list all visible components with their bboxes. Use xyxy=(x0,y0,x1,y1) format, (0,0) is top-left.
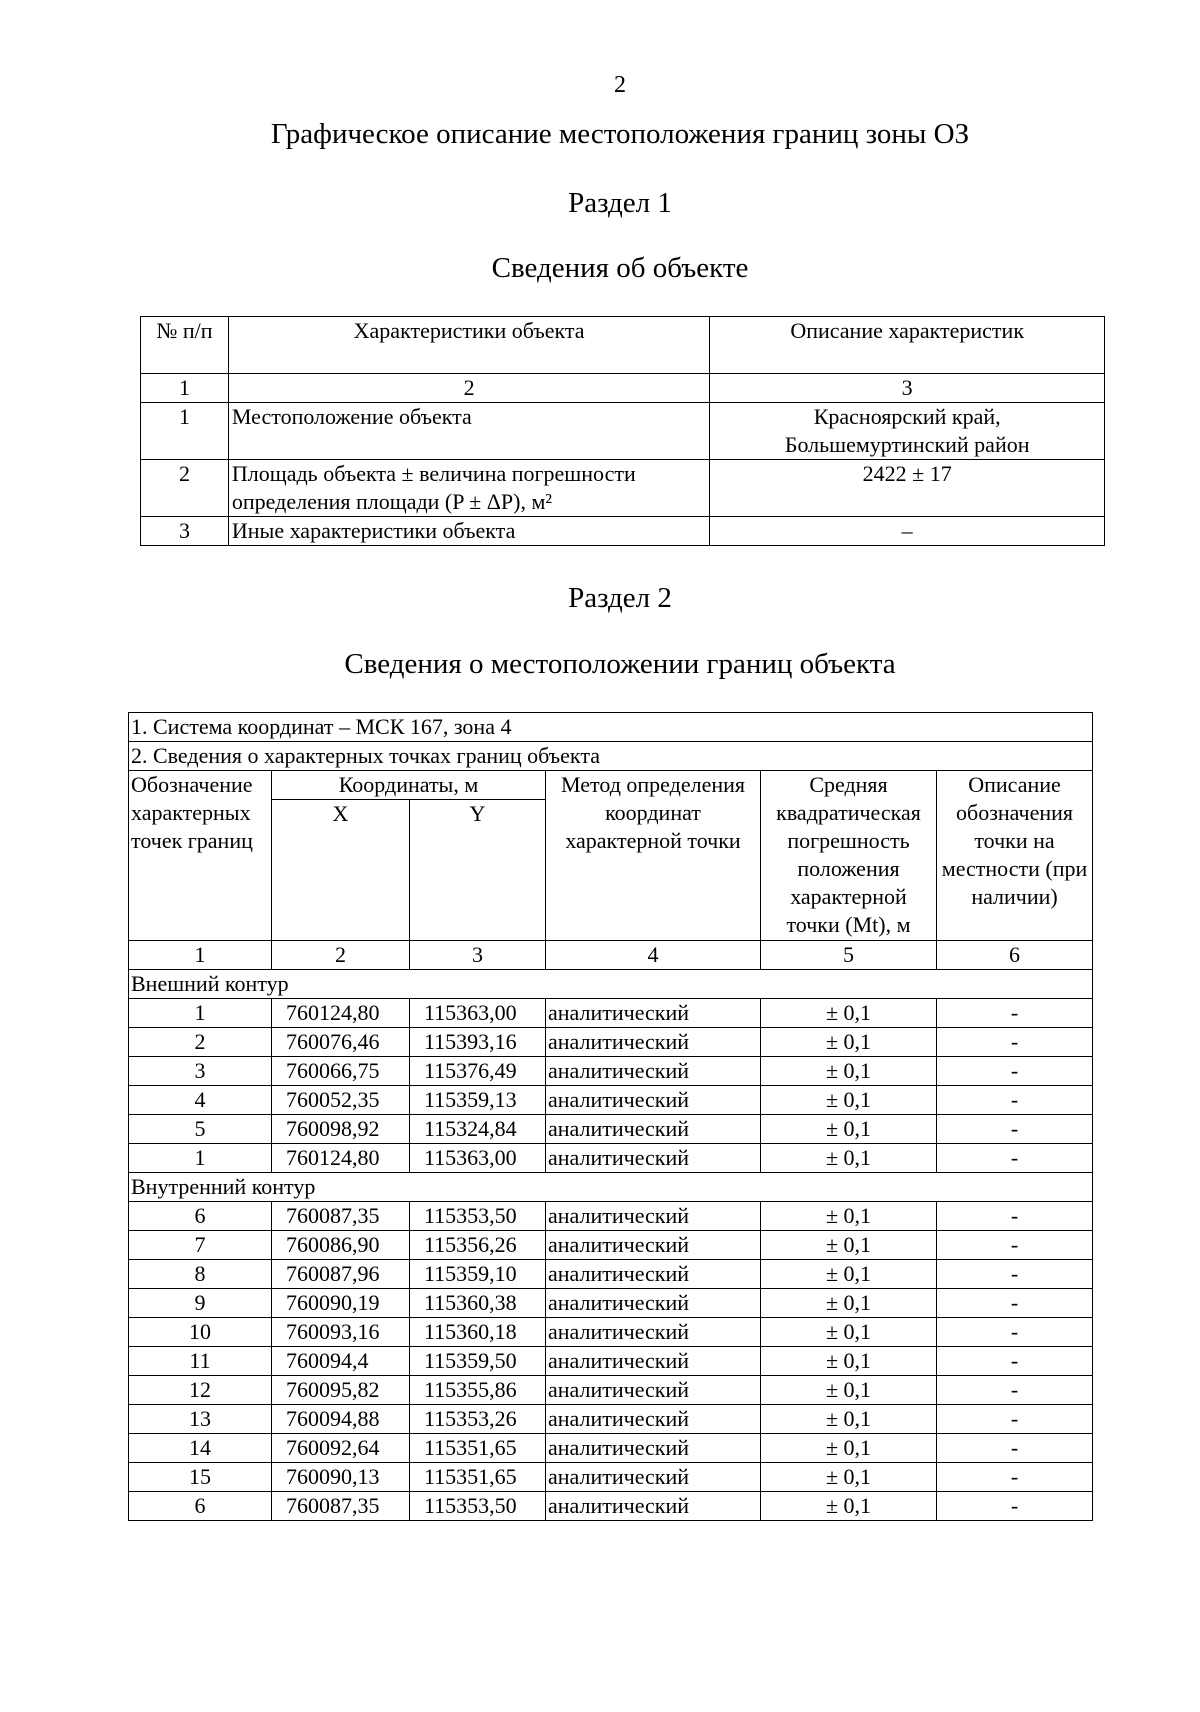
coord-x: 760094,88 xyxy=(272,1405,410,1434)
error-value: ± 0,1 xyxy=(761,1318,937,1347)
point-number: 10 xyxy=(129,1318,272,1347)
point-description: - xyxy=(937,1289,1093,1318)
characteristic-line: Площадь объекта ± величина погрешности xyxy=(231,461,636,486)
point-number: 4 xyxy=(129,1086,272,1115)
coord-y: 115353,50 xyxy=(410,1492,546,1521)
header-point-description: Описание обозначения точки на местности (при наличии) xyxy=(937,771,1093,941)
table-row xyxy=(129,1028,1093,1057)
table-row xyxy=(129,999,1093,1028)
description-line: Большемуртинский район xyxy=(784,432,1030,457)
method: аналитический xyxy=(546,1086,761,1115)
coord-x: 760090,13 xyxy=(272,1463,410,1492)
error-value: ± 0,1 xyxy=(761,1028,937,1057)
coord-y: 115324,84 xyxy=(410,1115,546,1144)
coord-y: 115351,65 xyxy=(410,1463,546,1492)
boundary-points-table xyxy=(128,712,1093,1521)
table-row xyxy=(129,1260,1093,1289)
point-description: - xyxy=(937,999,1093,1028)
point-number: 11 xyxy=(129,1347,272,1376)
header-error: Средняя квадратическая погрешность положения характерной точки (Mt), м xyxy=(761,771,937,941)
coord-x: 760076,46 xyxy=(272,1028,410,1057)
error-value: ± 0,1 xyxy=(761,1289,937,1318)
coord-x: 760066,75 xyxy=(272,1057,410,1086)
point-description: - xyxy=(937,1463,1093,1492)
method: аналитический xyxy=(546,1318,761,1347)
coord-x: 760052,35 xyxy=(272,1086,410,1115)
coord-y: 115359,13 xyxy=(410,1086,546,1115)
point-number: 6 xyxy=(129,1202,272,1231)
coord-x: 760090,19 xyxy=(272,1289,410,1318)
coord-y: 115393,16 xyxy=(410,1028,546,1057)
row-description: – xyxy=(710,517,1105,546)
table-row xyxy=(129,1434,1093,1463)
point-number: 9 xyxy=(129,1289,272,1318)
coord-x: 760093,16 xyxy=(272,1318,410,1347)
method: аналитический xyxy=(546,1347,761,1376)
coord-y: 115353,50 xyxy=(410,1202,546,1231)
point-description: - xyxy=(937,1260,1093,1289)
point-number: 2 xyxy=(129,1028,272,1057)
table-row xyxy=(129,1231,1093,1260)
table-row xyxy=(129,1289,1093,1318)
method: аналитический xyxy=(546,1144,761,1173)
header-x: X xyxy=(272,800,410,941)
point-description: - xyxy=(937,1434,1093,1463)
table-row xyxy=(141,460,1105,517)
error-value: ± 0,1 xyxy=(761,1202,937,1231)
point-description: - xyxy=(937,1028,1093,1057)
point-description: - xyxy=(937,1492,1093,1521)
column-number-row xyxy=(141,374,1105,403)
section1-title: Раздел 1 xyxy=(568,187,672,219)
method: аналитический xyxy=(546,1260,761,1289)
coord-y: 115359,10 xyxy=(410,1260,546,1289)
table-row xyxy=(141,403,1105,460)
header-y: Y xyxy=(410,800,546,941)
point-description: - xyxy=(937,1202,1093,1231)
point-number: 3 xyxy=(129,1057,272,1086)
col-number: 1 xyxy=(141,374,229,403)
header-point: Обозначение характерных точек границ xyxy=(129,771,272,941)
col-number: 3 xyxy=(410,941,546,970)
point-description: - xyxy=(937,1057,1093,1086)
point-number: 14 xyxy=(129,1434,272,1463)
point-number: 1 xyxy=(129,999,272,1028)
coord-y: 115363,00 xyxy=(410,1144,546,1173)
method: аналитический xyxy=(546,1434,761,1463)
header-characteristic: Характеристики объекта xyxy=(228,317,709,374)
method: аналитический xyxy=(546,1405,761,1434)
table-row xyxy=(129,1115,1093,1144)
header-coordinates: Координаты, м xyxy=(272,771,546,800)
row-characteristic: Местоположение объекта xyxy=(228,403,709,460)
error-value: ± 0,1 xyxy=(761,1434,937,1463)
table-row xyxy=(129,1202,1093,1231)
document-title: Графическое описание местоположения границ зоны ОЗ xyxy=(270,118,970,150)
coord-y: 115359,50 xyxy=(410,1347,546,1376)
method: аналитический xyxy=(546,999,761,1028)
row-number: 3 xyxy=(141,517,229,546)
error-value: ± 0,1 xyxy=(761,1115,937,1144)
row-characteristic: Иные характеристики объекта xyxy=(228,517,709,546)
method: аналитический xyxy=(546,1289,761,1318)
coord-x: 760098,92 xyxy=(272,1115,410,1144)
header-number: № п/п xyxy=(141,317,229,374)
row-characteristic xyxy=(228,460,709,517)
method: аналитический xyxy=(546,1115,761,1144)
table-row xyxy=(129,1463,1093,1492)
points-section-title: 2. Сведения о характерных точках границ объекта xyxy=(129,742,1093,771)
coord-x: 760124,80 xyxy=(272,999,410,1028)
point-description: - xyxy=(937,1376,1093,1405)
point-number: 13 xyxy=(129,1405,272,1434)
point-number: 8 xyxy=(129,1260,272,1289)
coord-y: 115353,26 xyxy=(410,1405,546,1434)
error-value: ± 0,1 xyxy=(761,1086,937,1115)
point-number: 6 xyxy=(129,1492,272,1521)
section2-subtitle: Сведения о местоположении границ объекта xyxy=(344,648,896,680)
point-number: 7 xyxy=(129,1231,272,1260)
coord-y: 115360,18 xyxy=(410,1318,546,1347)
row-number: 2 xyxy=(141,460,229,517)
point-description: - xyxy=(937,1347,1093,1376)
point-description: - xyxy=(937,1231,1093,1260)
coord-x: 760094,4 xyxy=(272,1347,410,1376)
coord-y: 115356,26 xyxy=(410,1231,546,1260)
point-description: - xyxy=(937,1115,1093,1144)
row-description xyxy=(710,403,1105,460)
coord-x: 760092,64 xyxy=(272,1434,410,1463)
col-number: 4 xyxy=(546,941,761,970)
table-row xyxy=(129,1086,1093,1115)
coord-x: 760087,96 xyxy=(272,1260,410,1289)
error-value: ± 0,1 xyxy=(761,1057,937,1086)
error-value: ± 0,1 xyxy=(761,1260,937,1289)
inner-contour-label: Внутренний контур xyxy=(129,1173,1093,1202)
coordinate-system: 1. Система координат – МСК 167, зона 4 xyxy=(129,713,1093,742)
table-row xyxy=(129,1347,1093,1376)
col-number: 1 xyxy=(129,941,272,970)
col-number: 6 xyxy=(937,941,1093,970)
row-description: 2422 ± 17 xyxy=(710,460,1105,517)
table-row xyxy=(141,517,1105,546)
description-line: Красноярский край, xyxy=(813,404,1001,429)
coord-x: 760086,90 xyxy=(272,1231,410,1260)
table-row xyxy=(129,1405,1093,1434)
point-description: - xyxy=(937,1086,1093,1115)
point-number: 1 xyxy=(129,1144,272,1173)
coord-x: 760124,80 xyxy=(272,1144,410,1173)
coord-y: 115351,65 xyxy=(410,1434,546,1463)
table-header-row xyxy=(141,317,1105,374)
method: аналитический xyxy=(546,1376,761,1405)
table-header-row xyxy=(129,771,1093,800)
col-number: 5 xyxy=(761,941,937,970)
error-value: ± 0,1 xyxy=(761,1231,937,1260)
coord-x: 760087,35 xyxy=(272,1492,410,1521)
object-info-table xyxy=(140,316,1105,546)
section1-subtitle: Сведения об объекте xyxy=(491,252,749,284)
method: аналитический xyxy=(546,1028,761,1057)
outer-contour-label: Внешний контур xyxy=(129,970,1093,999)
column-number-row xyxy=(129,941,1093,970)
coord-y: 115355,86 xyxy=(410,1376,546,1405)
method: аналитический xyxy=(546,1202,761,1231)
error-value: ± 0,1 xyxy=(761,1463,937,1492)
error-value: ± 0,1 xyxy=(761,1144,937,1173)
col-number: 2 xyxy=(228,374,709,403)
table-row xyxy=(129,1057,1093,1086)
col-number: 3 xyxy=(710,374,1105,403)
coord-y: 115360,38 xyxy=(410,1289,546,1318)
coord-y: 115363,00 xyxy=(410,999,546,1028)
section2-title: Раздел 2 xyxy=(568,582,672,614)
point-description: - xyxy=(937,1144,1093,1173)
table-row xyxy=(129,1144,1093,1173)
header-description: Описание характеристик xyxy=(710,317,1105,374)
error-value: ± 0,1 xyxy=(761,1405,937,1434)
col-number: 2 xyxy=(272,941,410,970)
point-number: 5 xyxy=(129,1115,272,1144)
error-value: ± 0,1 xyxy=(761,999,937,1028)
point-number: 15 xyxy=(129,1463,272,1492)
error-value: ± 0,1 xyxy=(761,1347,937,1376)
error-value: ± 0,1 xyxy=(761,1376,937,1405)
point-description: - xyxy=(937,1405,1093,1434)
table-row xyxy=(129,1376,1093,1405)
point-description: - xyxy=(937,1318,1093,1347)
method: аналитический xyxy=(546,1057,761,1086)
coord-y: 115376,49 xyxy=(410,1057,546,1086)
method: аналитический xyxy=(546,1231,761,1260)
characteristic-line: определения площади (P ± ΔP), м² xyxy=(231,489,552,514)
header-method: Метод определения координат характерной точки xyxy=(546,771,761,941)
method: аналитический xyxy=(546,1492,761,1521)
table-row xyxy=(129,1318,1093,1347)
table-row xyxy=(129,1492,1093,1521)
point-number: 12 xyxy=(129,1376,272,1405)
error-value: ± 0,1 xyxy=(761,1492,937,1521)
row-number: 1 xyxy=(141,403,229,460)
page-number: 2 xyxy=(614,72,626,98)
coord-x: 760087,35 xyxy=(272,1202,410,1231)
coord-x: 760095,82 xyxy=(272,1376,410,1405)
method: аналитический xyxy=(546,1463,761,1492)
